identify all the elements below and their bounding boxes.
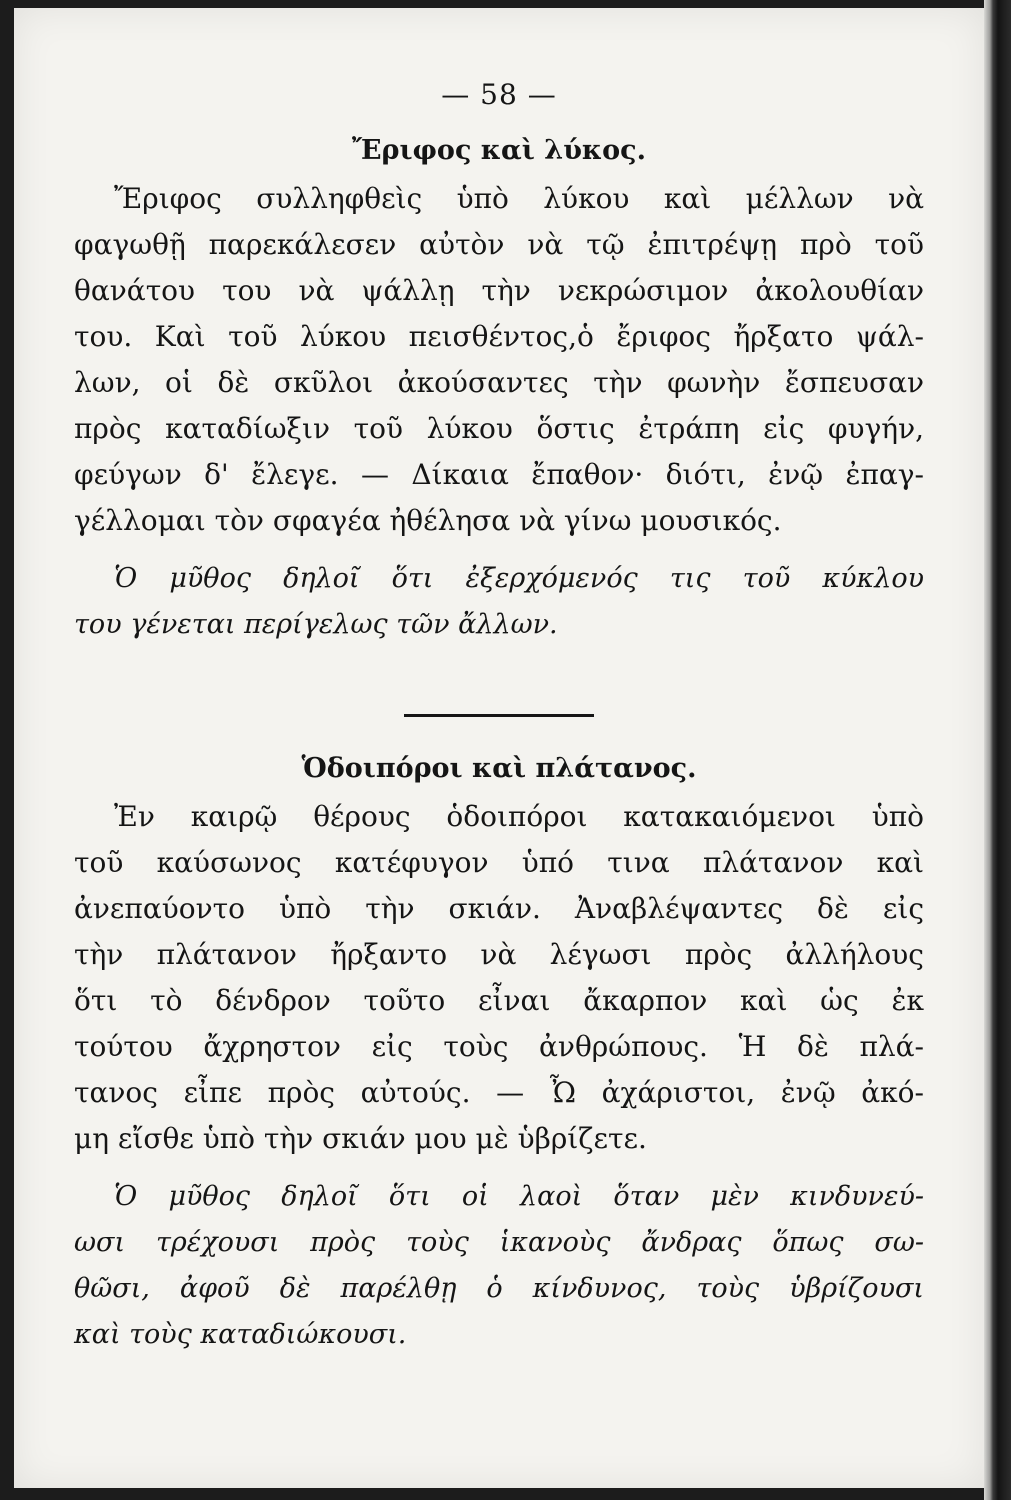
fable-text: [74, 176, 924, 544]
text-line: τὴν πλάτανον ἤρξαντο νὰ λέγωσι πρὸς ἀλλήλους: [74, 938, 924, 971]
fable-text: [74, 794, 924, 1162]
moral-line: θῶσι, ἀφοῦ δὲ παρέλθῃ ὁ κίνδυνος, τοὺς ὑβρίζουσι: [74, 1273, 924, 1304]
text-line: του. Καὶ τοῦ λύκου πεισθέντος,ὁ ἔριφος ἤρξατο ψάλ-: [74, 320, 924, 353]
moral-line: Ὁ μῦθος δηλοῖ ὅτι ἐξερχόμενός τις τοῦ κύκλου: [114, 563, 924, 594]
text-line: τανος εἶπε πρὸς αὐτούς. — Ὦ ἀχάριστοι, ἐνῷ ἀκό-: [74, 1076, 924, 1109]
text-line: λων, οἱ δὲ σκῦλοι ἀκούσαντες τὴν φωνὴν ἔσπευσαν: [74, 366, 924, 399]
page-number: — 58 —: [441, 78, 557, 111]
book-page: [14, 8, 984, 1488]
fable-section: [74, 135, 924, 648]
fable-moral: [74, 556, 924, 648]
text-line: θανάτου του νὰ ψάλλῃ τὴν νεκρώσιμον ἀκολουθίαν: [74, 274, 924, 307]
text-line: πρὸς καταδίωξιν τοῦ λύκου ὅστις ἐτράπη εἰς φυγήν,: [74, 412, 924, 445]
moral-line: ωσι τρέχουσι πρὸς τοὺς ἱκανοὺς ἄνδρας ὅπως σω-: [74, 1227, 924, 1258]
text-line: Ἔριφος συλληφθεὶς ὑπὸ λύκου καὶ μέλλων νὰ: [114, 182, 924, 215]
text-line: φεύγων δ' ἔλεγε. — Δίκαια ἔπαθον· διότι, ἐνῷ ἐπαγ-: [74, 458, 924, 491]
fable-title: Ὁδοιπόροι καὶ πλάτανος.: [301, 753, 697, 784]
moral-line: καὶ τοὺς καταδιώκουσι.: [74, 1319, 407, 1350]
moral-line: του γένεται περίγελως τῶν ἄλλων.: [74, 609, 558, 640]
fable-moral: [74, 1174, 924, 1358]
fable-title: Ἔριφος καὶ λύκος.: [351, 135, 647, 166]
text-line: ὅτι τὸ δένδρον τοῦτο εἶναι ἄκαρπον καὶ ὡς ἐκ: [74, 984, 924, 1017]
fable-section: [74, 753, 924, 1358]
text-line: φαγωθῇ παρεκάλεσεν αὐτὸν νὰ τῷ ἐπιτρέψῃ πρὸ τοῦ: [74, 228, 924, 261]
moral-line: Ὁ μῦθος δηλοῖ ὅτι οἱ λαοὶ ὅταν μὲν κινδυνεύ-: [114, 1181, 924, 1212]
section-divider: [404, 714, 594, 717]
text-line: γέλλομαι τὸν σφαγέα ἠθέλησα νὰ γίνω μουσικός.: [74, 504, 782, 537]
text-line: μη εἴσθε ὑπὸ τὴν σκιάν μου μὲ ὑβρίζετε.: [74, 1122, 647, 1155]
text-line: τοῦ καύσωνος κατέφυγον ὑπό τινα πλάτανον καὶ: [74, 846, 924, 879]
text-line: ἀνεπαύοντο ὑπὸ τὴν σκιάν. Ἀναβλέψαντες δὲ εἰς: [74, 892, 924, 925]
text-line: τούτου ἄχρηστον εἰς τοὺς ἀνθρώπους. Ἡ δὲ πλά-: [74, 1030, 924, 1063]
text-line: Ἐν καιρῷ θέρους ὁδοιπόροι κατακαιόμενοι ὑπὸ: [114, 800, 924, 833]
page-content: [74, 78, 924, 1358]
book-spine-edge: [984, 0, 1011, 1500]
